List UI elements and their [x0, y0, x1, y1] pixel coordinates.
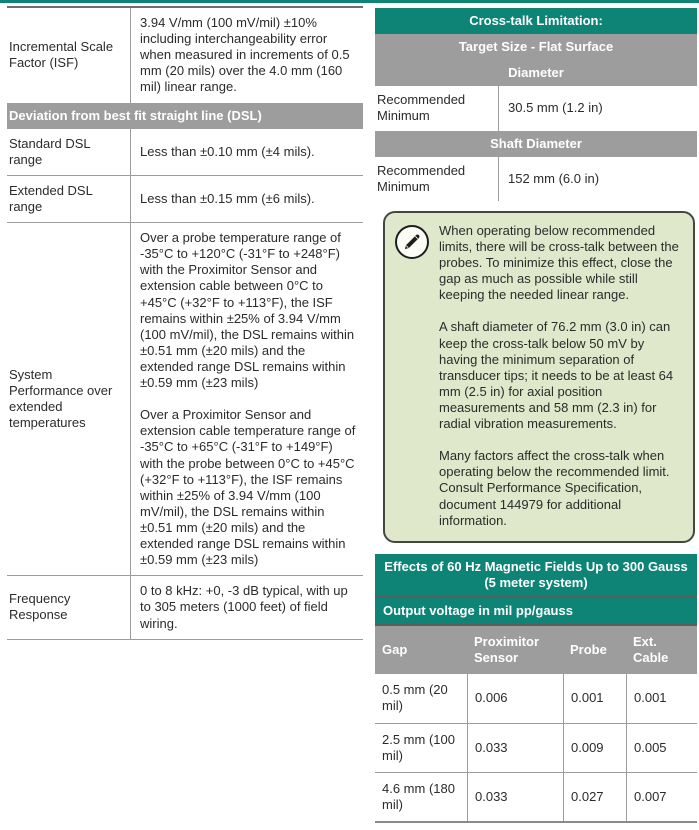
spec-value-text: Over a Proximitor Sensor and extension cable temperature range of -35°C to +65°C (-31°F to +149°F) with the probe between 0°C to +45°C (+32°F to +113°F), the ISF remains within ±25% of 3.94 V/mm (100 mV/mil), the DSL remains within ±0.51 mm (±20 mils) and the extended range DSL remains within ±0.59 mm (±23 mils) [140, 407, 356, 568]
cell-cable: 0.005 [626, 724, 697, 772]
spec-value-text: 0 to 8 kHz: +0, -3 dB typical, with up to 305 meters (1000 feet) of field wiring. [140, 583, 348, 631]
note-paragraph: When operating below recommended limits, there will be cross-talk between the probes. To minimize this effect, close the gap as much as possible while still keeping the needed linear range. [439, 222, 679, 303]
cell-proximitor: 0.006 [467, 674, 563, 722]
magnetic-table-subtitle: Output voltage in mil pp/gauss [375, 598, 697, 626]
spec-value-text: Less than ±0.15 mm (±6 mils). [140, 190, 315, 206]
spec-value-text: Over a probe temperature range of -35°C to +120°C (-31°F to +248°F) with the Proximitor Sensor and extension cable between 0°C to +45°C (+32°F to +113°F), the ISF remains within ±25% of 3.94 V/mm (100 mV/mil), the DSL remains within ±0.51 mm (±20 mils) and the extended range DSL remains within ±0.59 mm (±23 mils) [140, 230, 355, 391]
note-box [383, 211, 695, 543]
cell-gap: 2.5 mm (100 mil) [382, 731, 455, 763]
right-column [375, 8, 697, 823]
target-size-header: Target Size - Flat Surface [375, 34, 697, 60]
table-row [7, 129, 363, 175]
spec-value-text: 3.94 V/mm (100 mV/mil) ±10% including interchangeability error when measured in increments of 0.5 mm (20 mils) over the 4.0 mm (160 mil) linear range. [140, 15, 350, 95]
spec-value-system-performance [130, 223, 363, 575]
spec-label-frequency-response: Frequency Response [9, 591, 71, 623]
note-text [435, 223, 685, 529]
cell-cable: 0.007 [626, 773, 697, 821]
shaft-recommended-minimum-value: 152 mm (6.0 in) [498, 157, 697, 201]
crosstalk-title-bar: Cross-talk Limitation: [375, 8, 697, 34]
page-top-rule [0, 0, 699, 3]
cell-proximitor: 0.033 [467, 724, 563, 772]
table-row [7, 8, 363, 103]
table-row [7, 175, 363, 222]
cell-probe: 0.027 [563, 773, 626, 821]
column-header-proximitor-sensor: Proximitor Sensor [474, 634, 540, 666]
diameter-header: Diameter [375, 60, 697, 86]
spec-label-extended-dsl: Extended DSL range [9, 182, 93, 214]
table-row [375, 674, 697, 722]
magnetic-fields-table [375, 554, 697, 823]
table-row [375, 86, 697, 130]
shaft-recommended-minimum-label: Recommended Minimum [377, 162, 466, 194]
spec-value-extended-dsl [130, 176, 363, 222]
note-paragraph: Many factors affect the cross-talk when operating below the recommended limit. Consult Performance Specification, document 144979 for additional information. [439, 448, 670, 528]
column-header-probe: Probe [570, 642, 607, 658]
spec-value-text: Less than ±0.10 mm (±4 mils). [140, 143, 315, 159]
spec-value-frequency-response [130, 576, 363, 638]
cell-probe: 0.001 [563, 674, 626, 722]
cell-proximitor: 0.033 [467, 773, 563, 821]
cell-gap: 0.5 mm (20 mil) [382, 682, 448, 714]
dsl-section-header: Deviation from best fit straight line (DSL) [7, 103, 363, 129]
spec-value-isf [130, 8, 363, 103]
table-row [375, 157, 697, 201]
spec-label-isf: Incremental Scale Factor (ISF) [9, 39, 114, 71]
cell-cable: 0.001 [626, 674, 697, 722]
table-row [7, 222, 363, 575]
table-row [375, 772, 697, 821]
spec-label-system-performance: System Performance over extended temperatures [9, 366, 113, 431]
magnetic-table-title: Effects of 60 Hz Magnetic Fields Up to 300 Gauss (5 meter system) [375, 554, 697, 598]
diameter-recommended-minimum-value: 30.5 mm (1.2 in) [498, 86, 697, 130]
spec-value-standard-dsl [130, 129, 363, 175]
cell-probe: 0.009 [563, 724, 626, 772]
spec-label-standard-dsl: Standard DSL range [9, 135, 91, 167]
column-header-ext-cable: Ext. Cable [633, 634, 669, 666]
diameter-recommended-minimum-label: Recommended Minimum [377, 92, 466, 124]
note-paragraph: A shaft diameter of 76.2 mm (3.0 in) can keep the cross-talk below 50 mV by having the minimum separation of transducer tips; it needs to be at least 64 mm (2.5 in) for axial position measurements and 58 mm (2.3 in) for radial vibration measurements. [439, 319, 674, 432]
table-row [375, 723, 697, 772]
column-header-gap: Gap [382, 642, 408, 658]
spec-table [7, 6, 363, 640]
table-row [7, 575, 363, 638]
magnetic-table-body [375, 674, 697, 823]
column-header-row [375, 626, 697, 674]
cell-gap: 4.6 mm (180 mil) [382, 780, 455, 812]
pencil-icon [395, 225, 429, 259]
shaft-diameter-header: Shaft Diameter [375, 131, 697, 157]
